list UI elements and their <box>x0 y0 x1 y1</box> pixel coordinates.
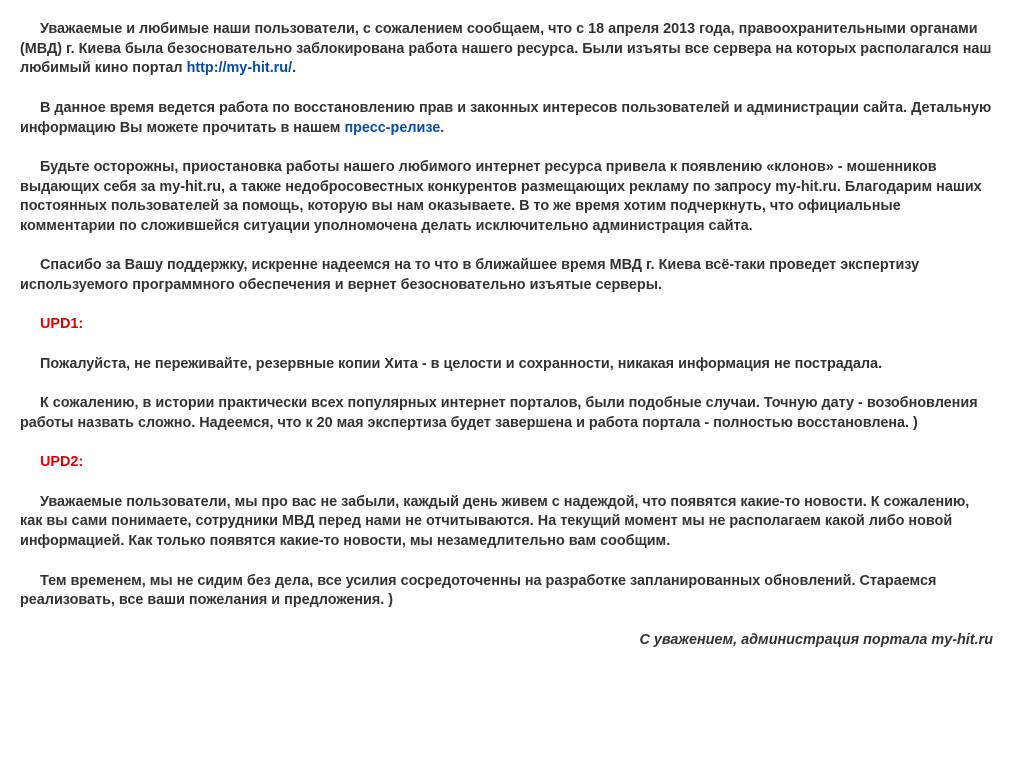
announcement-content <box>20 20 993 670</box>
upd1-label: UPD1: <box>40 316 84 333</box>
paragraph-restoration <box>20 99 993 138</box>
upd2-label: UPD2: <box>40 454 84 471</box>
paragraph-clones-warning: Будьте осторожны, приостановка работы нашего любимого интернет ресурса привела к появлению «клонов» - мошенников выдающих себя за my-hit.ru, а также недобросовестных конкурентов размещающих рекламу по запросу my-hit.ru. Благодарим наших постоянных пользователей за помощь, которую вы нам оказываете. В то же время хотим подчеркнуть, что официальные комментарии по сложившейся ситуации уполномочена делать исключительно администрация сайта. <box>20 158 982 234</box>
paragraph-updates: Тем временем, мы не сидим без дела, все усилия сосредоточенны на разработке запланированных обновлений. Стараемся реализовать, все ваши пожелания и предложения. ) <box>20 572 937 609</box>
paragraph-restoration-end: . <box>440 119 445 136</box>
paragraph-thanks: Спасибо за Вашу поддержку, искренне надеемся на то что в ближайшее время МВД г. Киева всё-таки проведет экспертизу используемого программного обеспечения и вернет безосновательно изъятые серверы. <box>20 257 920 294</box>
paragraph-blocked-end: . <box>292 60 297 77</box>
paragraph-no-news: Уважаемые пользователи, мы про вас не забыли, каждый день живем с надеждой, что появятся какие-то новости. К сожалению, как вы сами понимаете, сотрудники МВД перед нами не отчитываются. На текущий момент мы не располагаем какой либо новой информацией. Как только появятся какие-то новости, мы незамедлительно вам сообщим. <box>20 493 970 550</box>
paragraph-restoration-text: В данное время ведется работа по восстановлению прав и законных интересов пользователей и администрации сайта. Детальную информацию Вы можете прочитать в нашем <box>20 99 992 136</box>
paragraph-blocked <box>20 20 993 79</box>
paragraph-backups: Пожалуйста, не переживайте, резервные копии Хита - в целости и сохранности, никакая информация не пострадала. <box>40 355 883 372</box>
paragraph-restoration-date: К сожалению, в истории практически всех популярных интернет порталов, были подобные случаи. Точную дату - возобновления работы назвать сложно. Надеемся, что к 20 мая экспертиза будет завершена и работа портала - полностью восстановлена. ) <box>20 395 978 431</box>
site-link[interactable]: http://my-hit.ru/ <box>186 60 293 77</box>
paragraph-blocked-text: Уважаемые и любимые наши пользователи, с сожалением сообщаем, что с 18 апреля 2013 года, правоохранительными органами (МВД) г. Киева была безосновательно заблокирована работа нашего ресурса. Были изъяты все сервера на которых располагался наш любимый кино портал <box>20 21 992 77</box>
press-release-link[interactable]: пресс-релизе <box>344 119 441 136</box>
signature: С уважением, администрация портала my-hit.ru <box>639 631 993 648</box>
